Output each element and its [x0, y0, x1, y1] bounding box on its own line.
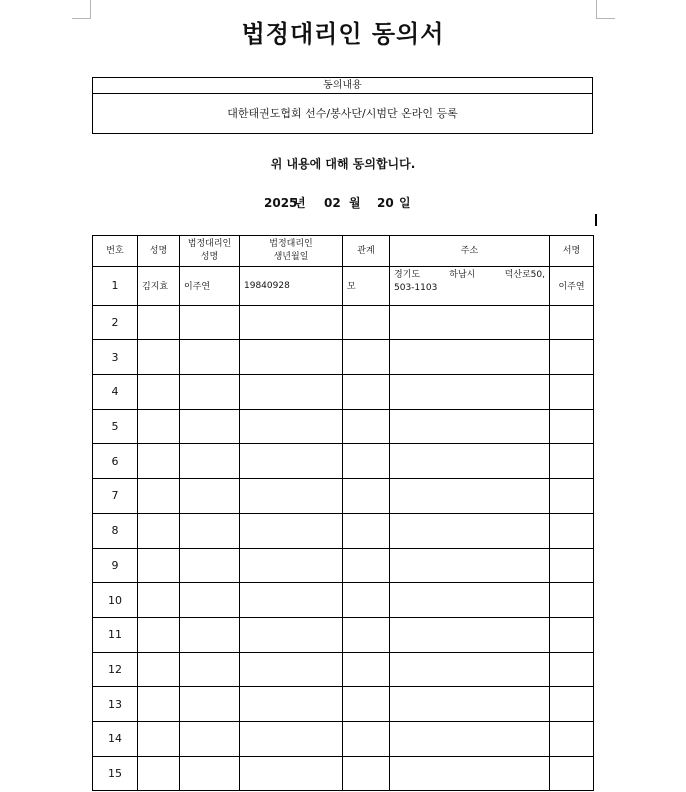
- cell-signature[interactable]: [550, 548, 594, 583]
- cell-name[interactable]: [138, 513, 180, 548]
- date-year[interactable]: 2025: [264, 196, 298, 210]
- cell-address[interactable]: [390, 721, 550, 756]
- cell-relation[interactable]: 모: [343, 267, 390, 306]
- header-relation: 관계: [343, 236, 390, 267]
- cell-relation[interactable]: [343, 305, 390, 340]
- cell-signature[interactable]: [550, 305, 594, 340]
- cell-guardian-birth[interactable]: [240, 513, 343, 548]
- cell-signature[interactable]: [550, 583, 594, 618]
- address-line-2: 503-1103: [394, 283, 438, 293]
- cell-guardian-name[interactable]: [180, 305, 240, 340]
- row-number: 1: [93, 267, 138, 306]
- cell-signature[interactable]: [550, 479, 594, 514]
- cell-guardian-name[interactable]: [180, 583, 240, 618]
- table-row: [93, 687, 594, 722]
- address-line-1: [394, 269, 545, 282]
- table-row: [93, 375, 594, 410]
- cell-address[interactable]: [390, 756, 550, 791]
- text-cursor: [595, 214, 597, 226]
- cell-address[interactable]: [390, 305, 550, 340]
- cell-guardian-name[interactable]: [180, 652, 240, 687]
- cell-relation[interactable]: [343, 687, 390, 722]
- cell-name[interactable]: [138, 652, 180, 687]
- cell-guardian-name[interactable]: [180, 479, 240, 514]
- guardian-consent-table: [92, 235, 594, 791]
- cell-guardian-birth[interactable]: [240, 305, 343, 340]
- cell-guardian-birth[interactable]: [240, 583, 343, 618]
- cell-guardian-name[interactable]: [180, 721, 240, 756]
- cell-guardian-birth[interactable]: [240, 548, 343, 583]
- cell-guardian-birth[interactable]: [240, 409, 343, 444]
- cell-relation[interactable]: [343, 375, 390, 410]
- row-number: 14: [93, 721, 138, 756]
- cell-signature[interactable]: [550, 756, 594, 791]
- header-guardian-name: [180, 236, 240, 267]
- row-number: 5: [93, 409, 138, 444]
- cell-relation[interactable]: [343, 444, 390, 479]
- cell-relation[interactable]: [343, 513, 390, 548]
- cell-guardian-birth[interactable]: 19840928: [240, 267, 343, 306]
- cell-guardian-birth[interactable]: [240, 617, 343, 652]
- address-part-1: 경기도: [394, 270, 421, 280]
- date-day-unit: 일: [399, 196, 411, 210]
- cell-guardian-birth[interactable]: [240, 479, 343, 514]
- cell-name[interactable]: [138, 583, 180, 618]
- row-number: 3: [93, 340, 138, 375]
- row-number: 15: [93, 756, 138, 791]
- cell-address[interactable]: [390, 375, 550, 410]
- cell-address[interactable]: [390, 340, 550, 375]
- cell-signature[interactable]: [550, 409, 594, 444]
- cell-guardian-name[interactable]: [180, 548, 240, 583]
- cell-signature[interactable]: [550, 375, 594, 410]
- cell-guardian-birth[interactable]: [240, 721, 343, 756]
- table-row: [93, 409, 594, 444]
- cell-name[interactable]: [138, 721, 180, 756]
- consent-box: [92, 77, 593, 134]
- cell-relation[interactable]: [343, 340, 390, 375]
- cell-guardian-birth[interactable]: [240, 652, 343, 687]
- row-number: 8: [93, 513, 138, 548]
- cell-name[interactable]: [138, 340, 180, 375]
- cell-name[interactable]: [138, 409, 180, 444]
- cell-address[interactable]: [390, 583, 550, 618]
- date-line: [264, 194, 411, 211]
- row-number: 11: [93, 617, 138, 652]
- cell-address[interactable]: [390, 444, 550, 479]
- cell-relation[interactable]: [343, 756, 390, 791]
- cell-relation[interactable]: [343, 721, 390, 756]
- cell-signature[interactable]: [550, 340, 594, 375]
- header-guardian-birth-line1: 법정대리인: [269, 239, 313, 249]
- cell-name[interactable]: [138, 444, 180, 479]
- cell-guardian-name[interactable]: [180, 617, 240, 652]
- cell-guardian-name[interactable]: [180, 409, 240, 444]
- cell-signature[interactable]: [550, 444, 594, 479]
- cell-guardian-birth[interactable]: [240, 756, 343, 791]
- cell-name[interactable]: [138, 756, 180, 791]
- cell-signature[interactable]: [550, 687, 594, 722]
- table-row: [93, 513, 594, 548]
- header-guardian-birth-line2: 생년월일: [273, 252, 309, 262]
- cell-address[interactable]: [390, 409, 550, 444]
- cell-address[interactable]: [390, 513, 550, 548]
- row-number: 2: [93, 305, 138, 340]
- header-guardian-name-line2: 성명: [200, 252, 219, 262]
- row-number: 4: [93, 375, 138, 410]
- row-number: 7: [93, 479, 138, 514]
- cell-guardian-birth[interactable]: [240, 340, 343, 375]
- table-row: [93, 340, 594, 375]
- header-name: 성명: [138, 236, 180, 267]
- cell-name[interactable]: 김지효: [138, 267, 180, 306]
- cell-name[interactable]: [138, 687, 180, 722]
- cell-signature[interactable]: [550, 513, 594, 548]
- cell-name[interactable]: [138, 305, 180, 340]
- cell-guardian-name[interactable]: [180, 375, 240, 410]
- cell-guardian-name[interactable]: [180, 756, 240, 791]
- cell-relation[interactable]: [343, 409, 390, 444]
- cell-relation[interactable]: [343, 617, 390, 652]
- cell-guardian-name[interactable]: 이주연: [180, 267, 240, 306]
- cell-signature[interactable]: [550, 617, 594, 652]
- header-number: 번호: [93, 236, 138, 267]
- table-row: [93, 583, 594, 618]
- date-day[interactable]: 20: [377, 196, 394, 210]
- table-row: [93, 756, 594, 791]
- cell-relation[interactable]: [343, 548, 390, 583]
- header-signature: 서명: [550, 236, 594, 267]
- header-address: 주소: [390, 236, 550, 267]
- table-row: [93, 444, 594, 479]
- cell-name[interactable]: [138, 548, 180, 583]
- cell-guardian-name[interactable]: [180, 513, 240, 548]
- cell-name[interactable]: [138, 479, 180, 514]
- cell-signature[interactable]: [550, 721, 594, 756]
- table-row: [93, 652, 594, 687]
- row-number: 6: [93, 444, 138, 479]
- cell-address[interactable]: [390, 687, 550, 722]
- cell-name[interactable]: [138, 617, 180, 652]
- cell-guardian-name[interactable]: [180, 340, 240, 375]
- table-row: [93, 267, 594, 306]
- consent-body[interactable]: 대한태권도협회 선수/봉사단/시범단 온라인 등록: [227, 107, 458, 120]
- cell-signature[interactable]: 이주연: [550, 267, 594, 306]
- cell-name[interactable]: [138, 375, 180, 410]
- address-part-2: 하남시: [449, 270, 476, 280]
- header-guardian-birth: [240, 236, 343, 267]
- cell-address[interactable]: [390, 548, 550, 583]
- consent-header: 동의내용: [93, 78, 592, 94]
- cell-guardian-name[interactable]: [180, 687, 240, 722]
- table-row: [93, 721, 594, 756]
- row-number: 9: [93, 548, 138, 583]
- table-row: [93, 617, 594, 652]
- table-row: [93, 548, 594, 583]
- table-row: [93, 305, 594, 340]
- row-number: 13: [93, 687, 138, 722]
- document-title: 법정대리인 동의서: [241, 20, 445, 48]
- cell-guardian-birth[interactable]: [240, 444, 343, 479]
- table-row: [93, 479, 594, 514]
- date-month[interactable]: 02: [324, 196, 341, 210]
- cell-signature[interactable]: [550, 652, 594, 687]
- cell-address[interactable]: [390, 652, 550, 687]
- row-number: 10: [93, 583, 138, 618]
- header-guardian-name-line1: 법정대리인: [187, 239, 232, 249]
- address-part-3: 덕산로50,: [504, 270, 545, 280]
- cell-address[interactable]: [390, 479, 550, 514]
- table-header-row: [93, 236, 594, 267]
- cell-guardian-name[interactable]: [180, 444, 240, 479]
- date-year-unit: 년: [294, 196, 306, 210]
- cell-guardian-birth[interactable]: [240, 375, 343, 410]
- date-month-unit: 월: [349, 196, 361, 210]
- cell-address[interactable]: [390, 267, 550, 306]
- cell-guardian-birth[interactable]: [240, 687, 343, 722]
- cell-relation[interactable]: [343, 583, 390, 618]
- cell-relation[interactable]: [343, 652, 390, 687]
- agreement-statement: 위 내용에 대해 동의합니다.: [270, 157, 416, 171]
- row-number: 12: [93, 652, 138, 687]
- cell-relation[interactable]: [343, 479, 390, 514]
- cell-address[interactable]: [390, 617, 550, 652]
